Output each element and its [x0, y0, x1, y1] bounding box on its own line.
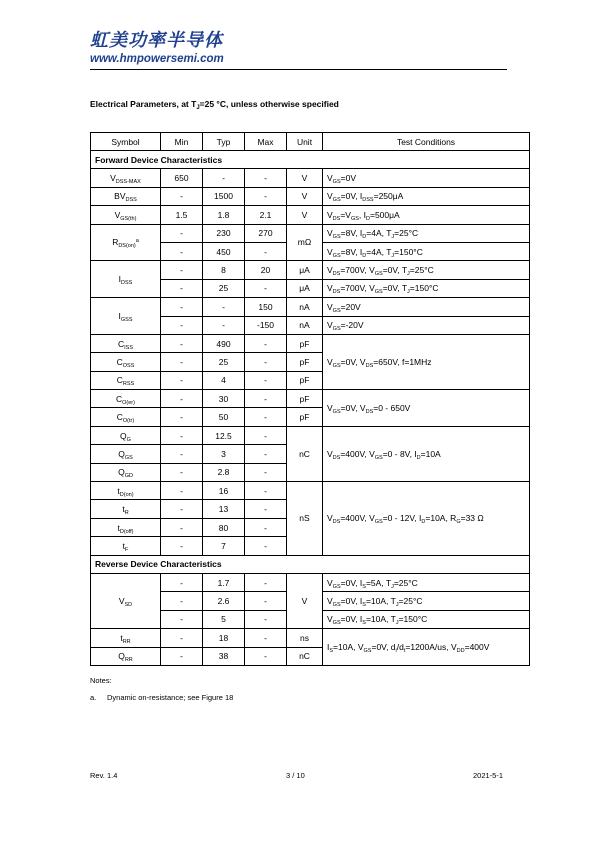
- condition-cell: $V_{GS}=20V$: [323, 298, 530, 316]
- min-cell: -: [161, 334, 203, 352]
- table-row: [91, 629, 530, 647]
- table-row: [91, 298, 530, 316]
- table-row: [91, 169, 530, 187]
- col-header-typ: Typ: [203, 133, 245, 151]
- min-cell: -: [161, 500, 203, 518]
- typ-cell: 4: [203, 371, 245, 389]
- condition-cell: $V_{GS}=-20V$: [323, 316, 530, 334]
- max-cell: -: [245, 482, 287, 500]
- max-cell: -: [245, 408, 287, 426]
- unit-cell: ns: [287, 629, 323, 647]
- condition-cell: $V_{GS}=0V$: [323, 169, 530, 187]
- table-row: [91, 482, 530, 500]
- symbol-cell: $R_{DS(on)}^a$: [91, 224, 161, 261]
- header-divider: [90, 69, 507, 70]
- min-cell: -: [161, 187, 203, 205]
- section-row-forward: [91, 151, 530, 169]
- min-cell: -: [161, 629, 203, 647]
- symbol-cell: $C_{O(tr)}$: [91, 408, 161, 426]
- min-cell: -: [161, 445, 203, 463]
- symbol-cell: $BV_{DSS}$: [91, 187, 161, 205]
- max-cell: -: [245, 334, 287, 352]
- unit-cell: pF: [287, 334, 323, 352]
- unit-cell: nC: [287, 647, 323, 665]
- min-cell: -: [161, 353, 203, 371]
- min-cell: -: [161, 224, 203, 242]
- condition-cell: $V_{DS}=400V$, $V_{GS}=0 - 12V$, $I_D=10A$, $R_G=33$ Ω: [323, 482, 530, 556]
- symbol-cell: $C_{O(er)}$: [91, 390, 161, 408]
- unit-cell: pF: [287, 353, 323, 371]
- max-cell: 150: [245, 298, 287, 316]
- max-cell: -: [245, 353, 287, 371]
- footer-page-number: 3 / 10: [286, 771, 305, 780]
- max-cell: -: [245, 629, 287, 647]
- symbol-cell: $Q_G$: [91, 426, 161, 444]
- symbol-cell: $t_F$: [91, 537, 161, 555]
- symbol-cell: $C_{ISS}$: [91, 334, 161, 352]
- condition-cell: $V_{DS}=700V$, $V_{GS}=0V$, $T_J=25^\circ C$: [323, 261, 530, 279]
- typ-cell: 2.8: [203, 463, 245, 481]
- condition-cell: $V_{GS}=0V$, $I_S=10A$, $T_J=25^\circ C$: [323, 592, 530, 610]
- symbol-cell: $Q_{GD}$: [91, 463, 161, 481]
- min-cell: -: [161, 518, 203, 536]
- symbol-cell: $t_{D(on)}$: [91, 482, 161, 500]
- min-cell: -: [161, 592, 203, 610]
- typ-cell: 1500: [203, 187, 245, 205]
- max-cell: -150: [245, 316, 287, 334]
- unit-cell: nA: [287, 316, 323, 334]
- max-cell: -: [245, 169, 287, 187]
- section-title-forward: Forward Device Characteristics: [91, 151, 530, 169]
- min-cell: -: [161, 463, 203, 481]
- electrical-parameters-table: [90, 132, 530, 666]
- logo-website: www.hmpowersemi.com: [90, 53, 224, 65]
- condition-cell: $V_{GS}=8V$, $I_D=4A$, $T_J=25^\circ C$: [323, 224, 530, 242]
- max-cell: -: [245, 242, 287, 260]
- max-cell: 270: [245, 224, 287, 242]
- typ-cell: 450: [203, 242, 245, 260]
- min-cell: -: [161, 647, 203, 665]
- typ-cell: 12.5: [203, 426, 245, 444]
- unit-cell: μA: [287, 279, 323, 297]
- typ-cell: 7: [203, 537, 245, 555]
- max-cell: -: [245, 610, 287, 628]
- symbol-cell: $t_R$: [91, 500, 161, 518]
- section-row-reverse: [91, 555, 530, 573]
- typ-cell: 50: [203, 408, 245, 426]
- max-cell: -: [245, 463, 287, 481]
- symbol-cell: $t_{D(off)}$: [91, 518, 161, 536]
- symbol-cell: $Q_{RR}$: [91, 647, 161, 665]
- max-cell: -: [245, 279, 287, 297]
- unit-cell: V: [287, 206, 323, 224]
- max-cell: -: [245, 537, 287, 555]
- min-cell: -: [161, 261, 203, 279]
- typ-cell: -: [203, 298, 245, 316]
- unit-cell: pF: [287, 408, 323, 426]
- min-cell: -: [161, 316, 203, 334]
- min-cell: -: [161, 298, 203, 316]
- typ-cell: 30: [203, 390, 245, 408]
- min-cell: -: [161, 482, 203, 500]
- symbol-cell: $V_{SD}$: [91, 573, 161, 628]
- symbol-cell: $V_{DSS-MAX}$: [91, 169, 161, 187]
- typ-cell: 5: [203, 610, 245, 628]
- table-row: [91, 206, 530, 224]
- notes-title: Notes:: [90, 676, 112, 685]
- unit-cell: nC: [287, 426, 323, 481]
- table-header-row: [91, 133, 530, 151]
- note-a-label: a.: [90, 693, 97, 702]
- max-cell: 2.1: [245, 206, 287, 224]
- table-row: [91, 573, 530, 591]
- max-cell: -: [245, 647, 287, 665]
- max-cell: -: [245, 371, 287, 389]
- min-cell: -: [161, 426, 203, 444]
- typ-cell: 1.7: [203, 573, 245, 591]
- typ-cell: 25: [203, 353, 245, 371]
- col-header-unit: Unit: [287, 133, 323, 151]
- company-logo: [90, 31, 224, 66]
- max-cell: -: [245, 518, 287, 536]
- typ-cell: -: [203, 169, 245, 187]
- unit-cell: V: [287, 573, 323, 628]
- condition-cell: $V_{GS}=0V$, $V_{DS}=650V$, f=1MHz: [323, 334, 530, 389]
- unit-cell: nS: [287, 482, 323, 556]
- note-a-text: Dynamic on-resistance; see Figure 18: [107, 693, 234, 702]
- condition-cell: $V_{DS}=V_{GS}$, $I_D=500\mu A$: [323, 206, 530, 224]
- table-row: [91, 390, 530, 408]
- table-row: [91, 261, 530, 279]
- table-row: [91, 224, 530, 242]
- condition-cell: $V_{GS}=0V$, $I_S=5A$, $T_J=25^\circ C$: [323, 573, 530, 591]
- typ-cell: -: [203, 316, 245, 334]
- max-cell: -: [245, 445, 287, 463]
- max-cell: 20: [245, 261, 287, 279]
- condition-cell: $I_S=10A$, $V_{GS}=0V$, $d_i/d_t=1200A/us$, $V_{DD}=400V$: [323, 629, 530, 666]
- unit-cell: nA: [287, 298, 323, 316]
- typ-cell: 16: [203, 482, 245, 500]
- symbol-cell: $C_{OSS}$: [91, 353, 161, 371]
- min-cell: -: [161, 610, 203, 628]
- typ-cell: 18: [203, 629, 245, 647]
- min-cell: -: [161, 390, 203, 408]
- typ-cell: 2.6: [203, 592, 245, 610]
- typ-cell: 3: [203, 445, 245, 463]
- min-cell: -: [161, 537, 203, 555]
- min-cell: -: [161, 371, 203, 389]
- typ-cell: 1.8: [203, 206, 245, 224]
- min-cell: -: [161, 242, 203, 260]
- min-cell: 650: [161, 169, 203, 187]
- symbol-cell: $I_{GSS}$: [91, 298, 161, 335]
- max-cell: -: [245, 592, 287, 610]
- max-cell: -: [245, 500, 287, 518]
- unit-cell: μA: [287, 261, 323, 279]
- unit-cell: pF: [287, 390, 323, 408]
- condition-cell: $V_{DS}=700V$, $V_{GS}=0V$, $T_J=150^\circ C$: [323, 279, 530, 297]
- table-row: [91, 334, 530, 352]
- min-cell: -: [161, 408, 203, 426]
- typ-cell: 38: [203, 647, 245, 665]
- typ-cell: 230: [203, 224, 245, 242]
- typ-cell: 490: [203, 334, 245, 352]
- note-a: [90, 693, 233, 702]
- col-header-min: Min: [161, 133, 203, 151]
- symbol-cell: $C_{RSS}$: [91, 371, 161, 389]
- condition-cell: $V_{GS}=0V$, $I_{DSS}=250\mu A$: [323, 187, 530, 205]
- typ-cell: 80: [203, 518, 245, 536]
- condition-cell: $V_{GS}=0V$, $V_{DS}=0 - 650V$: [323, 390, 530, 427]
- condition-cell: $V_{GS}=0V$, $I_S=10A$, $T_J=150^\circ C$: [323, 610, 530, 628]
- symbol-cell: $Q_{GS}$: [91, 445, 161, 463]
- min-cell: 1.5: [161, 206, 203, 224]
- condition-cell: $V_{GS}=8V$, $I_D=4A$, $T_J=150^\circ C$: [323, 242, 530, 260]
- unit-cell: mΩ: [287, 224, 323, 261]
- min-cell: -: [161, 573, 203, 591]
- typ-cell: 13: [203, 500, 245, 518]
- max-cell: -: [245, 426, 287, 444]
- min-cell: -: [161, 279, 203, 297]
- section-heading: Electrical Parameters, at $T_J=25$ °C, unless otherwise specified: [90, 99, 339, 111]
- col-header-symbol: Symbol: [91, 133, 161, 151]
- unit-cell: V: [287, 169, 323, 187]
- condition-cell: $V_{DS}=400V$, $V_{GS}=0 - 8V$, $I_D=10A$: [323, 426, 530, 481]
- table-row: [91, 187, 530, 205]
- max-cell: -: [245, 390, 287, 408]
- max-cell: -: [245, 573, 287, 591]
- section-title-reverse: Reverse Device Characteristics: [91, 555, 530, 573]
- table-row: [91, 426, 530, 444]
- symbol-cell: $I_{DSS}$: [91, 261, 161, 298]
- col-header-test-conditions: Test Conditions: [323, 133, 530, 151]
- footer-date: 2021-5-1: [473, 771, 504, 780]
- symbol-cell: $t_{RR}$: [91, 629, 161, 647]
- max-cell: -: [245, 187, 287, 205]
- unit-cell: pF: [287, 371, 323, 389]
- logo-chinese-name: 虹美功率半导体: [90, 30, 223, 51]
- footer-revision: Rev. 1.4: [90, 771, 118, 780]
- typ-cell: 8: [203, 261, 245, 279]
- typ-cell: 25: [203, 279, 245, 297]
- col-header-max: Max: [245, 133, 287, 151]
- symbol-cell: $V_{GS(th)}$: [91, 206, 161, 224]
- unit-cell: V: [287, 187, 323, 205]
